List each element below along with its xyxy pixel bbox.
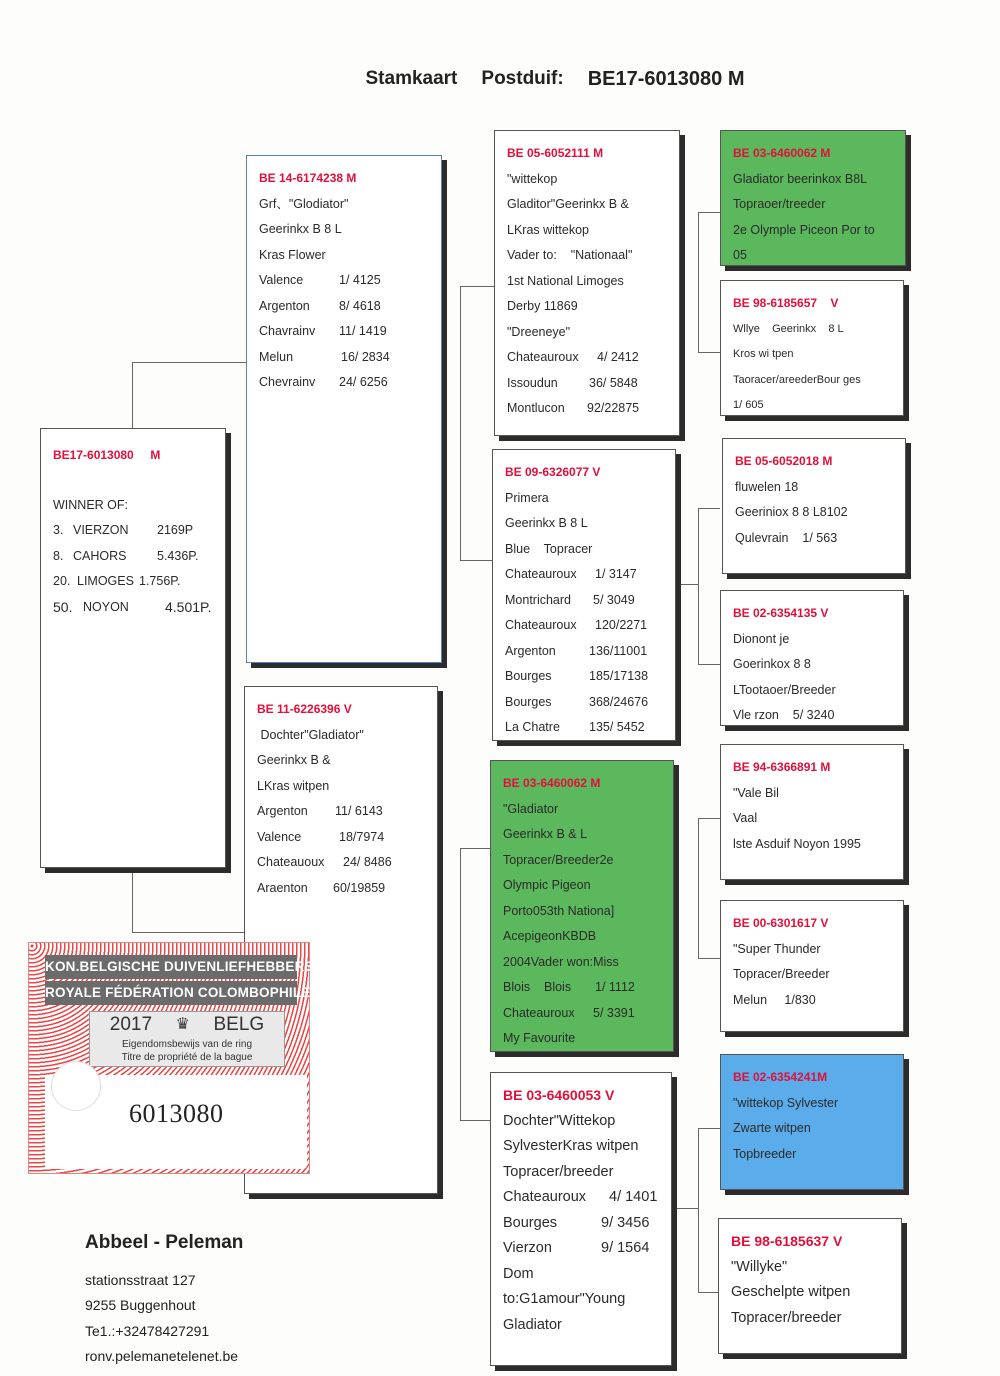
great-grandparent-card-1: BE 03-6460062 M Gladiator beerinkox B8L Topraoer/treeder 2e Olymple Piceon Por to 05: [720, 130, 906, 266]
connector-line: [460, 1120, 490, 1121]
result-row: Bourges 368/24676: [505, 694, 649, 709]
result-row: Bourges 9/ 3456: [503, 1214, 650, 1231]
winner-label: WINNER OF:: [53, 497, 128, 512]
grandfather-maternal-card: BE 03-6460062 M "Gladiator Geerinkx B & L Topracer/Breeder2e Olympic Pigeon Porto053th Nationa] AcepigeonKBDB 2004Vader won:Miss Blois Blois 1/ 1112 Chateauroux 5/ 3391 My Favourite: [490, 760, 674, 1052]
connector-line: [698, 508, 720, 509]
cert-hole: [51, 1061, 101, 1111]
mm-ring: BE 03-6460053 V: [503, 1087, 615, 1103]
connector-line: [698, 1128, 699, 1292]
main-ring: BE17-6013080 M: [53, 448, 161, 462]
grandmother-maternal-card: BE 03-6460053 V Dochter"Wittekop SylvesterKras witpen Topracer/breeder Chateauroux 4/ 1401 Bourges 9/ 3456 Vierzon 9/ 1564 Dom to:G1amour"Young Gladiator: [490, 1072, 672, 1366]
result-row: Melun 16/ 2834: [259, 349, 390, 364]
result-row: Valence 1/ 4125: [259, 273, 381, 287]
cert-year-box: [89, 1011, 285, 1067]
connector-line: [698, 212, 720, 213]
result-row: Chateauoux 24/ 8486: [257, 855, 392, 869]
connector-line: [698, 958, 720, 959]
owner-phone: Te1.:+32478427291: [85, 1322, 210, 1339]
result-row: Vierzon 9/ 1564: [503, 1240, 650, 1256]
title-label-stamkaart: Stamkaart: [365, 68, 458, 89]
cert-year: 2017: [109, 1014, 153, 1035]
great-grandparent-card-4: BE 02-6354135 V Dionont je Goerinkox 8 8 LTootaoer/Breeder Vle rzon 5/ 3240: [720, 590, 904, 726]
result-row: Montrichard 5/ 3049: [505, 592, 635, 607]
title-ring-number: BE17-6013080 M: [587, 68, 745, 90]
title-label-postduif: Postduif:: [481, 68, 564, 89]
cert-sub-fr: Titre de propriété de la bague: [121, 1052, 253, 1063]
mother-ring: BE 11-6226396 V: [257, 702, 352, 716]
connector-line: [132, 868, 133, 932]
crown-icon: ♛: [175, 1016, 190, 1033]
result-row: Argenton 8/ 4618: [259, 298, 381, 313]
connector-line: [460, 286, 494, 287]
result-row: Argenton 136/11001: [505, 643, 648, 658]
result-row: Montlucon 92/22875: [507, 401, 640, 415]
mf-ring: BE 03-6460062 M: [503, 776, 601, 790]
owner-block: [85, 1230, 243, 1370]
result-row: Chateauroux 4/ 1401: [503, 1189, 658, 1205]
fm-ring: BE 09-6326077 V: [505, 465, 601, 479]
owner-email: ronv.pelemanetelenet.be: [85, 1348, 239, 1364]
result-row: Valence 18/7974: [257, 829, 385, 844]
owner-name: Abbeel - Peleman: [85, 1232, 244, 1253]
great-grandparent-card-2: BE 98-6185657 V Wllye Geerinkx 8 L Kros wi tpen Taoracer/areederBour ges 1/ 605: [720, 280, 904, 416]
result-row: 3. VIERZON 2169P: [53, 523, 194, 537]
connector-line: [460, 848, 461, 1120]
father-ring: BE 14-6174238 M: [259, 171, 357, 185]
cert-ring-number: 6013080: [129, 1099, 224, 1128]
result-row: Araenton 60/19859: [257, 880, 386, 895]
connector-line: [460, 286, 461, 560]
great-grandparent-card-3: BE 05-6052018 M fluwelen 18 Geeriniox 8 8 L8102 Qulevrain 1/ 563: [722, 438, 906, 574]
grandmother-paternal-card: BE 09-6326077 V Primera Geerinkx B 8 L Blue Topracer Chateauroux 1/ 3147 Montrichard 5/ 3049 Chateauroux 120/2271 Argenton 136/11001 Bourges 185/17138 Bourges 368/24676 La Chatre 135/ 5452: [492, 449, 676, 741]
result-row: 8. CAHORS 5.436P.: [53, 548, 199, 563]
connector-line: [698, 818, 720, 819]
connector-line: [698, 664, 720, 665]
page-title: [0, 68, 1000, 91]
connector-line: [132, 362, 246, 363]
mother-card: BE 11-6226396 V Dochter"Gladiator" Geerinkx B & LKras witpen Argenton 11/ 6143 Valence 18/7974 Chateauoux 24/ 8486 Araenton 60/19859: [244, 686, 438, 1194]
connector-line: [698, 1292, 720, 1293]
result-row: Chavrainv 11/ 1419: [259, 324, 387, 338]
connector-line: [132, 932, 244, 933]
result-row: Argenton 11/ 6143: [257, 804, 383, 818]
connector-line: [698, 508, 699, 664]
result-row: Chevrainv 24/ 6256: [259, 375, 388, 389]
great-grandparent-card-5: BE 94-6366891 M "Vale Bil Vaal lste Asduif Noyon 1995: [720, 744, 904, 880]
result-row: Chateauroux 5/ 3391: [503, 1005, 635, 1020]
cert-country: BELG: [213, 1014, 265, 1035]
result-row: Blois Blois 1/ 1112: [503, 980, 635, 994]
connector-line: [678, 584, 698, 585]
cert-federation-fr: ROYALE FÉDÉRATION COLOMBOPHILE BELGE: [45, 981, 297, 1005]
connector-line: [132, 362, 133, 428]
owner-street: stationsstraat 127: [85, 1271, 196, 1288]
main-pigeon-card: [40, 428, 226, 868]
result-row: Bourges 185/17138: [505, 669, 649, 683]
connector-line: [460, 848, 490, 849]
result-row: Chateauroux 4/ 2412: [507, 350, 639, 364]
ff-ring: BE 05-6052111 M: [507, 146, 604, 160]
result-row: La Chatre 135/ 5452: [505, 720, 645, 734]
connector-line: [676, 1208, 698, 1209]
owner-city: 9255 Buggenhout: [85, 1297, 196, 1313]
grandfather-paternal-card: BE 05-6052111 M "wittekop Gladitor"Geerinkx B & LKras wittekop Vader to: "Nationaal" 1st National Limoges Derby 11869 "Dreeneye" Chateauroux 4/ 2412 Issoudun 36/ 5848 Montlucon 92/22875: [494, 130, 680, 436]
result-row: Issoudun 36/ 5848: [507, 375, 638, 390]
great-grandparent-card-6: BE 00-6301617 V "Super Thunder Topracer/Breeder Melun 1/830: [720, 900, 904, 1032]
ring-certificate: [28, 942, 362, 1174]
cert-federation-nl: KON.BELGISCHE DUIVENLIEFHEBBERSBOND: [45, 955, 297, 979]
connector-line: [698, 818, 699, 958]
result-row: Chateauroux 1/ 3147: [505, 567, 637, 581]
cert-sub-nl: Eigendomsbewijs van de ring: [121, 1039, 253, 1050]
connector-line: [698, 352, 720, 353]
connector-line: [698, 212, 699, 352]
father-card: BE 14-6174238 M Grf、"Glodiator" Geerinkx B 8 L Kras Flower Valence 1/ 4125 Argenton 8/ 4618 Chavrainv 11/ 1419 Melun 16/ 2834 Chevrainv 24/ 6256: [246, 155, 442, 663]
great-grandparent-card-7: BE 02-6354241M "wittekop Sylvester Zwarte witpen Topbreeder: [720, 1054, 904, 1190]
result-row: 20. LIMOGES 1.756P.: [53, 574, 181, 588]
result-row: 50. NOYON 4.501P.: [53, 598, 212, 615]
great-grandparent-card-8: BE 98-6185637 V "Willyke" Geschelpte witpen Topracer/breeder: [718, 1218, 902, 1354]
connector-line: [698, 1128, 720, 1129]
connector-line: [460, 560, 492, 561]
result-row: Chateauroux 120/2271: [505, 618, 648, 632]
